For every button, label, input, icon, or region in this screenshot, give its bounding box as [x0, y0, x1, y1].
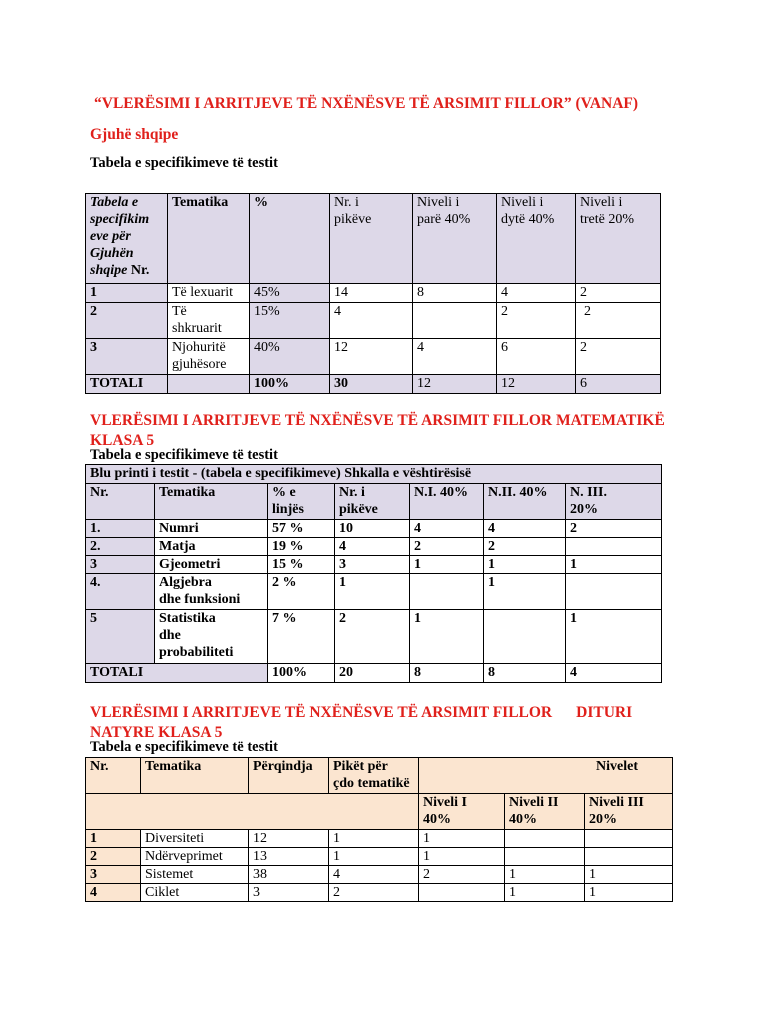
header-nr: Nr. — [86, 484, 155, 520]
cell-pike: 4 — [335, 538, 410, 556]
subject-heading-gjuhe: Gjuhë shqipe — [90, 126, 179, 143]
cell-niveli-1 — [410, 574, 484, 610]
header-niveli-3: Niveli III 20% — [585, 794, 673, 830]
cell-percent: 40% — [250, 339, 330, 375]
cell-tematika: Ciklet — [141, 884, 249, 902]
cell-niveli-3: 2 — [576, 284, 661, 303]
cell-niveli-1: 4 — [413, 339, 497, 375]
cell-percent: 19 % — [268, 538, 335, 556]
cell-niveli-3 — [566, 574, 662, 610]
cell-piket: 1 — [329, 830, 419, 848]
cell-tematika: Diversiteti — [141, 830, 249, 848]
cell-pike: 10 — [335, 520, 410, 538]
cell-percent: 15 % — [268, 556, 335, 574]
header-niveli-3: Niveli i tretë 20% — [576, 194, 661, 284]
table-row — [86, 303, 661, 339]
table-row — [86, 848, 673, 866]
cell-niveli-2: 4 — [484, 520, 566, 538]
cell-niveli-3 — [585, 848, 673, 866]
cell-perqindja: 3 — [249, 884, 329, 902]
cell-nr: 2. — [86, 538, 155, 556]
cell-perqindja: 13 — [249, 848, 329, 866]
cell-total-niveli-1: 8 — [410, 664, 484, 683]
table-row — [86, 610, 662, 664]
math-section-title: VLERËSIMI I ARRITJEVE TË NXËNËSVE TË ARSIMIT FILLOR MATEMATIKË KLASA 5 — [90, 412, 665, 449]
cell-niveli-1: 1 — [410, 556, 484, 574]
cell-percent: 57 % — [268, 520, 335, 538]
cell-nr: 3 — [86, 556, 155, 574]
cell-niveli-3 — [566, 538, 662, 556]
table2-caption: Tabela e specifikimeve të testit — [90, 447, 278, 463]
cell-tematika: Statistika dhe probabiliteti — [155, 610, 268, 664]
header-niveli-3: N. III. 20% — [566, 484, 662, 520]
document-title: “VLERËSIMI I ARRITJEVE TË NXËNËSVE TË ARSIMIT FILLOR” (VANAF) — [94, 95, 639, 112]
header-niveli-2: Niveli i dytë 40% — [497, 194, 576, 284]
cell-nr: 2 — [86, 848, 141, 866]
cell-niveli-1 — [413, 303, 497, 339]
table-gjuhe-shqipe — [85, 193, 661, 394]
cell-total-niveli-3: 6 — [576, 375, 661, 394]
cell-total-pike: 30 — [330, 375, 413, 394]
table-banner-row — [86, 465, 662, 484]
header-nivelet: Nivelet — [419, 758, 673, 794]
cell-niveli-3: 1 — [585, 866, 673, 884]
cell-niveli-2 — [505, 848, 585, 866]
cell-niveli-2 — [505, 830, 585, 848]
header-niveli-2: N.II. 40% — [484, 484, 566, 520]
header-piket: Pikët për çdo tematikë — [329, 758, 419, 794]
table-row — [86, 538, 662, 556]
table1-caption: Tabela e specifikimeve të testit — [90, 155, 278, 171]
cell-niveli-2: 2 — [484, 538, 566, 556]
cell-percent: 7 % — [268, 610, 335, 664]
cell-piket: 2 — [329, 884, 419, 902]
table-subheader-row — [86, 794, 673, 830]
cell-niveli-1: 8 — [413, 284, 497, 303]
header-pike: Nr. i pikëve — [330, 194, 413, 284]
cell-pike: 2 — [335, 610, 410, 664]
cell-niveli-3: 1 — [566, 556, 662, 574]
header-tematika: Tematika — [155, 484, 268, 520]
cell-tematika: Numri — [155, 520, 268, 538]
header-percent: % — [250, 194, 330, 284]
cell-niveli-1 — [419, 884, 505, 902]
cell-niveli-3: 2 — [576, 303, 661, 339]
header-niveli-2: Niveli II 40% — [505, 794, 585, 830]
cell-niveli-3: 2 — [566, 520, 662, 538]
cell-total-niveli-2: 8 — [484, 664, 566, 683]
table-banner: Blu printi i testit - (tabela e specifikimeve) Shkalla e vështirësisë — [86, 465, 662, 484]
cell-pike: 4 — [330, 303, 413, 339]
table-row — [86, 339, 661, 375]
table-header-row — [86, 484, 662, 520]
cell-nr: 2 — [86, 303, 168, 339]
table-header-row — [86, 194, 661, 284]
cell-nr: 1 — [86, 284, 168, 303]
cell-pike: 12 — [330, 339, 413, 375]
cell-pike: 1 — [335, 574, 410, 610]
table-dituri-natyre — [85, 757, 673, 902]
header-perqindja: Përqindja — [249, 758, 329, 794]
cell-piket: 1 — [329, 848, 419, 866]
cell-nr: 1 — [86, 830, 141, 848]
cell-niveli-1: 4 — [410, 520, 484, 538]
cell-pike: 3 — [335, 556, 410, 574]
table-header-row — [86, 758, 673, 794]
cell-niveli-1: 2 — [419, 866, 505, 884]
cell-perqindja: 12 — [249, 830, 329, 848]
cell-tematika: Të lexuarit — [168, 284, 250, 303]
cell-piket: 4 — [329, 866, 419, 884]
table-total-row — [86, 375, 661, 394]
cell-niveli-2 — [484, 610, 566, 664]
cell-total-percent: 100% — [268, 664, 335, 683]
table-row — [86, 284, 661, 303]
cell-total-percent: 100% — [250, 375, 330, 394]
cell-niveli-2: 1 — [505, 884, 585, 902]
table-row — [86, 830, 673, 848]
table-matematike — [85, 464, 662, 683]
cell-niveli-3: 1 — [566, 610, 662, 664]
header-niveli-1: N.I. 40% — [410, 484, 484, 520]
cell-percent: 45% — [250, 284, 330, 303]
header-percent: % e linjës — [268, 484, 335, 520]
cell-total-niveli-3: 4 — [566, 664, 662, 683]
cell-total-label: TOTALI — [86, 375, 168, 394]
header-tematika: Tematika — [141, 758, 249, 794]
cell-niveli-3: 1 — [585, 884, 673, 902]
cell-niveli-2: 1 — [484, 556, 566, 574]
header-nr: Tabela e specifikim eve për Gjuhën shqipe Nr. — [86, 194, 168, 284]
table3-caption: Tabela e specifikimeve të testit — [90, 739, 278, 755]
cell-nr: 4 — [86, 884, 141, 902]
cell-tematika: Matja — [155, 538, 268, 556]
cell-nr: 1. — [86, 520, 155, 538]
cell-nr: 4. — [86, 574, 155, 610]
cell-percent: 15% — [250, 303, 330, 339]
cell-nr: 3 — [86, 339, 168, 375]
cell-total-niveli-1: 12 — [413, 375, 497, 394]
cell-total-niveli-2: 12 — [497, 375, 576, 394]
cell-niveli-2: 6 — [497, 339, 576, 375]
cell-tematika: Njohuritë gjuhësore — [168, 339, 250, 375]
header-niveli-1: Niveli i parë 40% — [413, 194, 497, 284]
cell-niveli-2: 2 — [497, 303, 576, 339]
cell-perqindja: 38 — [249, 866, 329, 884]
cell-niveli-1: 1 — [419, 848, 505, 866]
cell-nr: 5 — [86, 610, 155, 664]
cell-niveli-2: 1 — [484, 574, 566, 610]
table-row — [86, 556, 662, 574]
cell-niveli-3: 2 — [576, 339, 661, 375]
cell-niveli-1: 1 — [419, 830, 505, 848]
table-row — [86, 866, 673, 884]
cell-niveli-1: 1 — [410, 610, 484, 664]
cell-total-label: TOTALI — [86, 664, 268, 683]
cell-pike: 14 — [330, 284, 413, 303]
cell-percent: 2 % — [268, 574, 335, 610]
cell-tematika: Sistemet — [141, 866, 249, 884]
science-section-title: VLERËSIMI I ARRITJEVE TË NXËNËSVE TË ARSIMIT FILLOR DITURI NATYRE KLASA 5 — [90, 704, 633, 741]
cell-total-tematika — [168, 375, 250, 394]
header-nr: Nr. — [86, 758, 141, 794]
cell-niveli-2: 4 — [497, 284, 576, 303]
cell-tematika: Gjeometri — [155, 556, 268, 574]
cell-tematika: Ndërveprimet — [141, 848, 249, 866]
table-row — [86, 574, 662, 610]
header-niveli-1: Niveli I 40% — [419, 794, 505, 830]
cell-niveli-1: 2 — [410, 538, 484, 556]
header-pike: Nr. i pikëve — [335, 484, 410, 520]
cell-tematika: Algjebra dhe funksioni — [155, 574, 268, 610]
subheader-blank — [86, 794, 419, 830]
cell-tematika: Të shkruarit — [168, 303, 250, 339]
table-total-row — [86, 664, 662, 683]
header-tematika: Tematika — [168, 194, 250, 284]
table-row — [86, 884, 673, 902]
cell-niveli-2: 1 — [505, 866, 585, 884]
cell-total-pike: 20 — [335, 664, 410, 683]
table-row — [86, 520, 662, 538]
cell-niveli-3 — [585, 830, 673, 848]
cell-nr: 3 — [86, 866, 141, 884]
